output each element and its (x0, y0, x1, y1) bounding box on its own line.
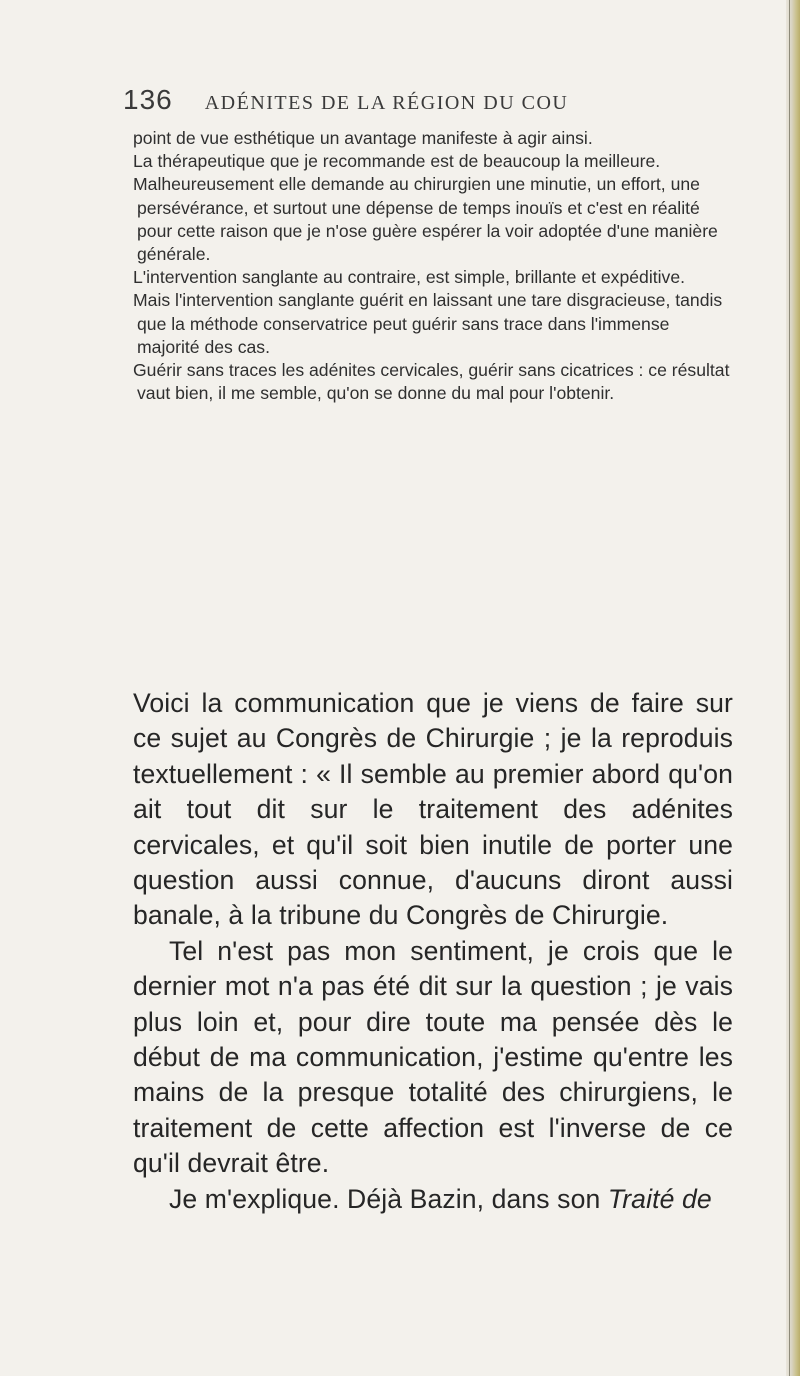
paragraph-last (133, 1182, 733, 1217)
page-number: 136 (123, 84, 173, 115)
paragraph: Voici la communication que je viens de faire sur ce sujet au Congrès de Chirurgie ; je la reproduis textuellement : « Il semble au premier abord qu'on ait tout dit sur le traitement des adénites cervicales, et qu'il soit bien inutile de porter une question aussi connue, d'aucuns diront aussi banale, à la tribune du Congrès de Chirurgie. (133, 688, 733, 931)
page-header (123, 84, 723, 120)
paragraph: point de vue esthétique un avantage manifeste à agir ainsi. (133, 128, 593, 148)
last-line-text: Je m'explique. Déjà Bazin, dans son (169, 1183, 608, 1214)
paragraph: Tel n'est pas mon sentiment, je crois que le dernier mot n'a pas été dit sur la question ; je vais plus loin et, pour dire toute ma pensée dès le début de ma communication, j'estime qu'entre les mains de la presque totalité des chirurgiens, le traitement de cette affection est l'inverse de ce qu'il devrait être. (133, 935, 733, 1179)
paragraph: Mais l'intervention sanglante guérit en laissant une tare disgracieuse, tandis que la méthode conservatrice peut guérir sans trace dans l'immense majorité des cas. (133, 290, 723, 357)
book-title-italic: Traité de (607, 1183, 712, 1214)
paragraph: Malheureusement elle demande au chirurgien une minutie, un effort, une persévérance, et surtout une dépense de temps inouïs et c'est en réalité pour cette raison que je n'ose guère espérer la voir adoptée d'une manière générale. (133, 174, 718, 265)
paragraph: L'intervention sanglante au contraire, est simple, brillante et expéditive. (133, 267, 686, 288)
small-print-section (133, 127, 733, 405)
paragraph: Guérir sans traces les adénites cervicales, guérir sans cicatrices : ce résultat vaut bien, il me semble, qu'on se donne du mal pour l'obtenir. (133, 360, 730, 404)
running-title: ADÉNITES DE LA RÉGION DU COU (204, 92, 569, 114)
page-edge-line (789, 0, 790, 1376)
paragraph: La thérapeutique que je recommande est de beaucoup la meilleure. (133, 151, 661, 172)
large-print-section (133, 686, 733, 1217)
